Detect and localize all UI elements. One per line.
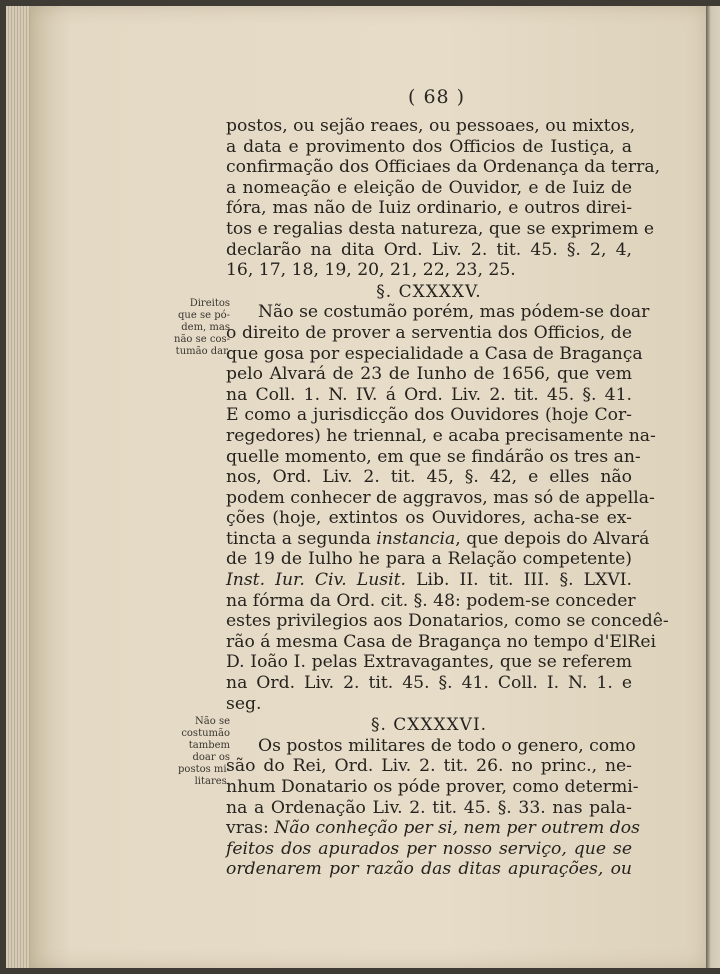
margin-note-2 xyxy=(150,716,230,788)
margin-note-line: litares. xyxy=(194,776,230,787)
italic-term: instancia xyxy=(376,528,456,549)
text-line: na Coll. 1. N. IV. á Ord. Liv. 2. tit. 45. §. 41. xyxy=(226,384,632,405)
text-line: D. Ioão I. pelas Extravagantes, que se referem xyxy=(226,652,632,673)
text-line xyxy=(226,570,632,591)
text-line: são do Rei, Ord. Liv. 2. tit. 26. no princ., ne- xyxy=(226,756,632,777)
text-run: vras: xyxy=(226,818,269,839)
margin-note-line: que se pó- xyxy=(178,310,230,321)
margin-note-1 xyxy=(150,298,230,358)
text-line: a nomeação e eleição de Ouvidor, e de Iuiz de xyxy=(226,177,632,198)
text-line xyxy=(226,528,650,550)
text-line: feitos dos apurados per nosso serviço, que se xyxy=(226,838,632,859)
text-line: tos e regalias desta natureza, que se exprimem e xyxy=(226,218,655,239)
text-line: o direito de prover a serventia dos Officios, de xyxy=(226,322,632,343)
text-run: Lib. II. tit. III. §. LXVI. xyxy=(405,570,632,591)
text-line: fóra, mas não de Iuiz ordinario, e outros direi- xyxy=(226,198,632,219)
section-heading: §. CXXXXV. xyxy=(376,281,482,302)
margin-note-line: costumão xyxy=(181,728,230,739)
text-run: tincta a segunda xyxy=(226,528,371,549)
margin-note-line: Não se xyxy=(195,716,230,727)
text-line: Não se costumão porém, mas pódem-se doar xyxy=(258,302,650,323)
text-line: confirmação dos Officiaes da Ordenança da terra, xyxy=(226,157,661,178)
margin-note-line: tambem xyxy=(188,740,230,751)
text-line: E como a jurisdicção dos Ouvidores (hoje Cor- xyxy=(226,405,632,426)
text-line: 16, 17, 18, 19, 20, 21, 22, 23, 25. xyxy=(226,260,516,281)
text-line: ções (hoje, extintos os Ouvidores, acha-se ex- xyxy=(226,508,632,529)
text-line: declarão na dita Ord. Liv. 2. tit. 45. §. 2, 4, xyxy=(226,239,632,260)
margin-note-line: não se cos- xyxy=(174,334,230,345)
text-line: nos, Ord. Liv. 2. tit. 45, §. 42, e elles não xyxy=(226,467,632,488)
text-line: rão á mesma Casa de Bragança no tempo d'ElRei xyxy=(226,631,657,652)
text-line: que gosa por especialidade a Casa de Bragança xyxy=(226,343,643,364)
text-line: podem conhecer de aggravos, mas só de appella- xyxy=(226,487,655,508)
italic-quote: Não conheção per si, nem per outrem dos xyxy=(268,818,640,839)
text-line: na Ord. Liv. 2. tit. 45. §. 41. Coll. I. N. 1. e xyxy=(226,673,632,694)
margin-note-line: tumão dar. xyxy=(175,346,230,357)
text-line: Os postos militares de todo o genero, como xyxy=(258,735,636,756)
text-line: de 19 de Iulho he para a Relação competente) xyxy=(226,549,632,570)
margin-note-line: postos mi- xyxy=(178,764,230,775)
text-line: a data e provimento dos Officios de Iustiça, a xyxy=(226,136,632,157)
text-line xyxy=(226,818,640,839)
text-line: ordenarem por razão das ditas apurações, ou xyxy=(226,859,632,880)
page-edges xyxy=(6,6,32,968)
facing-page-strip xyxy=(706,6,720,968)
italic-citation: Inst. Iur. Civ. Lusit. xyxy=(226,570,406,591)
text-run: , que depois do Alvará xyxy=(455,528,650,549)
margin-note-line: doar os xyxy=(192,752,230,763)
text-line: na fórma da Ord. cit. §. 48: podem-se conceder xyxy=(226,590,636,611)
text-line: regedores) he triennal, e acaba precisamente na- xyxy=(226,425,656,446)
page-number: ( 68 ) xyxy=(408,86,466,108)
body-text xyxy=(226,116,669,880)
text-line: quelle momento, em que se findárão os tres an- xyxy=(226,446,641,467)
section-heading: §. CXXXXVI. xyxy=(370,715,488,736)
text-line: estes privilegios aos Donatarios, como se concedê- xyxy=(226,611,669,632)
text-line: nhum Donatario os póde prover, como determi- xyxy=(226,777,639,797)
text-line: pelo Alvará de 23 de Iunho de 1656, que vem xyxy=(226,364,632,385)
margin-note-line: dem, mas xyxy=(181,322,230,333)
margin-note-line: Direitos xyxy=(189,298,230,309)
text-line: na a Ordenação Liv. 2. tit. 45. §. 33. nas pala- xyxy=(226,797,632,818)
text-line: postos, ou sejão reaes, ou pessoaes, ou mixtos, xyxy=(226,116,636,136)
text-line: seg. xyxy=(226,693,262,714)
